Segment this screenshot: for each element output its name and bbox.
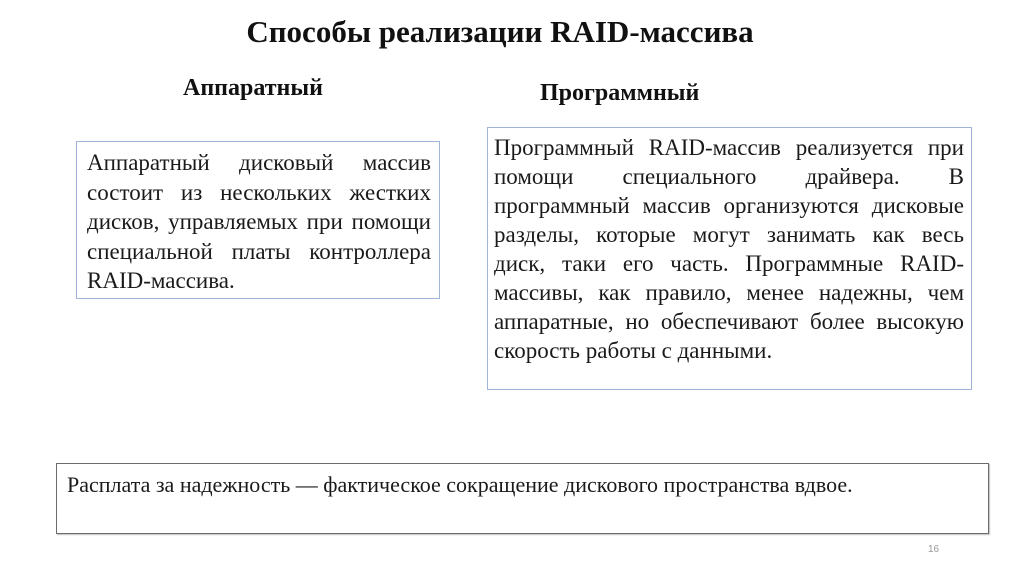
hardware-description-box xyxy=(76,141,440,299)
software-description-text: Программный RAID-массив реализуется при помощи специального драйвера. В программный массив организуются дисковые разделы, которые могут занимать как весь диск, таки его часть. Программные RAID-массивы, как правило, менее надежны, чем аппаратные, но обеспечивают более высокую скорость работы с данными. xyxy=(494,135,964,363)
reliability-note-box xyxy=(56,463,989,534)
hardware-description-text: Аппаратный дисковый массив состоит из нескольких жестких дисков, управляемых при помощи специальной платы контроллера RAID-массива. xyxy=(87,150,431,293)
slide-title: Способы реализации RAID-массива xyxy=(246,14,754,49)
software-description-box xyxy=(487,127,972,390)
heading-hardware: Аппаратный xyxy=(183,75,323,101)
page-number: 16 xyxy=(928,544,940,555)
heading-software: Программный xyxy=(540,80,700,106)
reliability-note-text: Расплата за надежность — фактическое сокращение дискового пространства вдвое. xyxy=(67,472,853,497)
